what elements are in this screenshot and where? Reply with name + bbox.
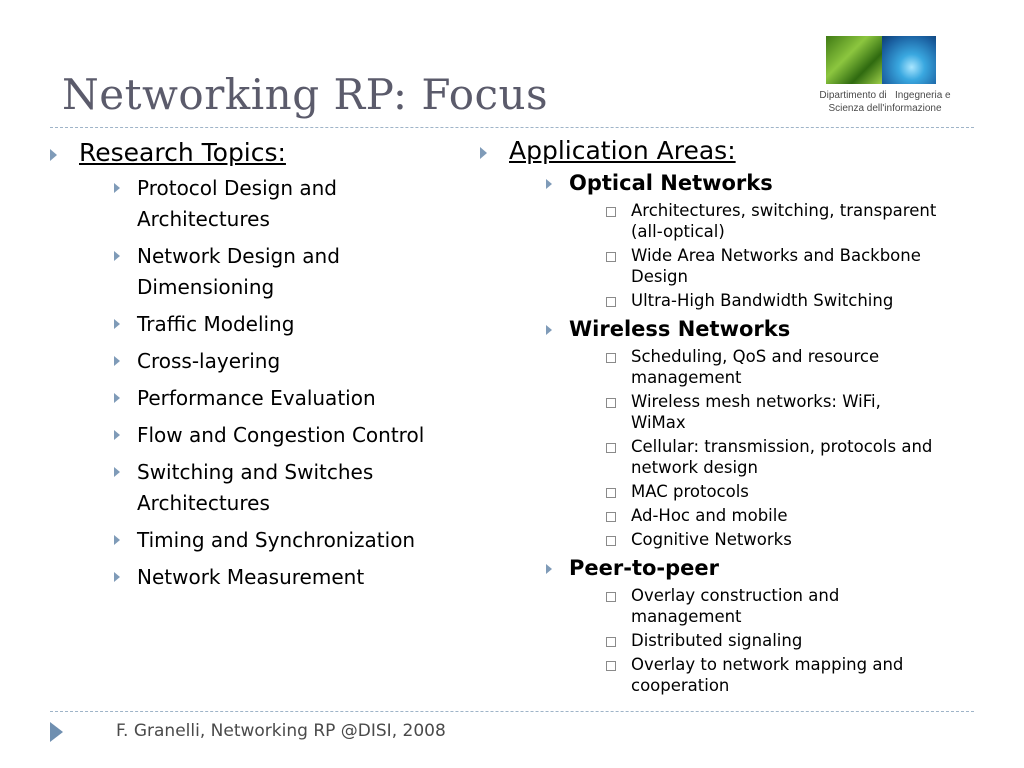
list-item [114, 420, 466, 451]
list-item-label: Performance Evaluation [137, 386, 376, 410]
bullet-triangle-icon [480, 147, 487, 159]
list-item [606, 654, 978, 696]
square-bullet-icon [606, 488, 616, 498]
footer-text: F. Granelli, Networking RP @DISI, 2008 [116, 721, 446, 741]
square-bullet-icon [606, 443, 616, 453]
list-item-label: Cross-layering [137, 349, 281, 373]
application-areas-heading [478, 136, 978, 165]
list-item [114, 562, 466, 593]
square-bullet-icon [606, 398, 616, 408]
list-item-label: Network Measurement [137, 565, 365, 589]
list-item [606, 481, 978, 502]
list-item [606, 585, 978, 627]
list-item-label: Flow and Congestion Control [137, 423, 425, 447]
bullet-triangle-icon [114, 430, 120, 440]
list-item-label: MAC protocols [631, 482, 749, 501]
list-item [606, 529, 978, 550]
logo-images [826, 36, 936, 84]
bullet-triangle-icon [114, 319, 120, 329]
list-item-label: Cellular: transmission, protocols and network design [631, 437, 933, 477]
square-bullet-icon [606, 512, 616, 522]
list-item-label: Wide Area Networks and Backbone Design [631, 246, 921, 286]
bullet-triangle-icon [546, 179, 552, 189]
square-bullet-icon [606, 592, 616, 602]
group-label: Peer-to-peer [569, 556, 720, 580]
slide-title: Networking RP: Focus [62, 70, 549, 119]
list-item [114, 457, 466, 519]
list-item [114, 309, 466, 340]
list-item-label: Architectures, switching, transparent (all-optical) [631, 201, 937, 241]
bullet-triangle-icon [114, 393, 120, 403]
list-item-label: Wireless mesh networks: WiFi, WiMax [631, 392, 881, 432]
group-optical-networks [546, 169, 978, 197]
list-item [606, 505, 978, 526]
leaf-image [826, 36, 882, 84]
list-item [606, 245, 978, 287]
bullet-triangle-icon [114, 467, 120, 477]
list-item-label: Scheduling, QoS and resource management [631, 347, 880, 387]
application-areas-column [478, 136, 978, 696]
list-item-label: Switching and Switches Architectures [137, 460, 374, 515]
list-item [606, 290, 978, 311]
research-topics-heading [46, 138, 466, 167]
logo-caption-line2: Scienza dell'informazione [828, 103, 942, 114]
logo-caption-line1: Dipartimento di Ingegneria e [819, 90, 951, 101]
list-item-label: Ad-Hoc and mobile [631, 506, 788, 525]
bullet-triangle-icon [114, 251, 120, 261]
list-item [114, 383, 466, 414]
square-bullet-icon [606, 353, 616, 363]
list-item [114, 346, 466, 377]
list-item [114, 173, 466, 235]
list-item [114, 525, 466, 556]
list-item-label: Overlay construction and management [631, 586, 840, 626]
bullet-triangle-icon [50, 149, 57, 161]
bullet-triangle-icon [114, 535, 120, 545]
bullet-triangle-icon [114, 572, 120, 582]
square-bullet-icon [606, 252, 616, 262]
group-wireless-networks [546, 315, 978, 343]
group-label: Wireless Networks [569, 317, 791, 341]
list-item [606, 200, 978, 242]
list-item-label: Traffic Modeling [137, 312, 295, 336]
bullet-triangle-icon [114, 183, 120, 193]
list-item [606, 346, 978, 388]
square-bullet-icon [606, 207, 616, 217]
list-item-label: Network Design and Dimensioning [137, 244, 340, 299]
list-item [606, 391, 978, 433]
square-bullet-icon [606, 637, 616, 647]
list-item-label: Ultra-High Bandwidth Switching [631, 291, 894, 310]
list-item-label: Timing and Synchronization [137, 528, 416, 552]
list-item-label: Distributed signaling [631, 631, 803, 650]
square-bullet-icon [606, 661, 616, 671]
square-bullet-icon [606, 297, 616, 307]
header-divider [50, 127, 974, 128]
list-item [606, 630, 978, 651]
group-peer-to-peer [546, 554, 978, 582]
bullet-triangle-icon [546, 564, 552, 574]
list-item-label: Protocol Design and Architectures [137, 176, 337, 231]
list-item-label: Overlay to network mapping and cooperation [631, 655, 904, 695]
footer-triangle-icon [50, 722, 63, 742]
list-item [606, 436, 978, 478]
square-bullet-icon [606, 536, 616, 546]
list-item-label: Cognitive Networks [631, 530, 792, 549]
bullet-triangle-icon [546, 325, 552, 335]
logo-caption [800, 89, 970, 115]
water-drop-image [882, 36, 936, 84]
heading-label: Application Areas: [509, 136, 736, 165]
group-label: Optical Networks [569, 171, 773, 195]
heading-label: Research Topics: [79, 138, 286, 167]
research-topics-column [46, 138, 466, 593]
footer-divider [50, 711, 974, 712]
bullet-triangle-icon [114, 356, 120, 366]
list-item [114, 241, 466, 303]
